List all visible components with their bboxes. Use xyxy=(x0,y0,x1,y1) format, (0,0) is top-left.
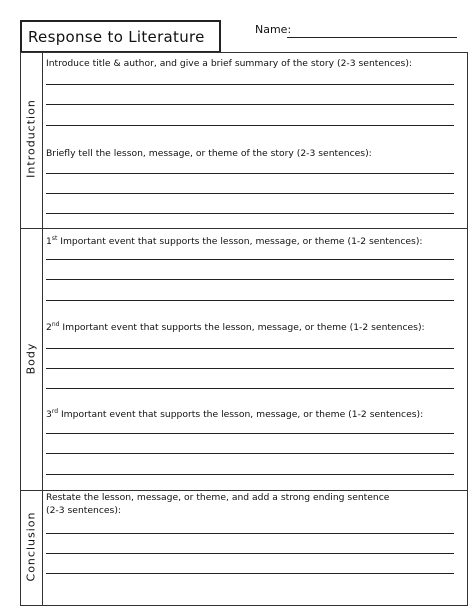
writing-line[interactable] xyxy=(46,433,454,434)
conclusion-prompt-line-2: (2-3 sentences): xyxy=(46,505,122,516)
name-label: Name: xyxy=(255,23,292,36)
event-prompt-text: Important event that supports the lesson, message, or theme (1-2 sentences): xyxy=(59,322,425,333)
writing-line[interactable] xyxy=(46,213,454,214)
title-box xyxy=(20,20,221,53)
section-label-introduction: Introduction xyxy=(24,99,38,178)
writing-line[interactable] xyxy=(46,474,454,475)
intro-prompt-summary: Introduce title & author, and give a brief summary of the story (2-3 sentences): xyxy=(46,58,413,69)
conclusion-prompt-line-1: Restate the lesson, message, or theme, and add a strong ending sentence xyxy=(46,492,390,503)
section-divider-body-conclusion xyxy=(20,490,468,491)
writing-line[interactable] xyxy=(46,553,454,554)
writing-line[interactable] xyxy=(46,368,454,369)
body-prompt-event-2 xyxy=(46,321,425,333)
writing-line[interactable] xyxy=(46,348,454,349)
writing-line[interactable] xyxy=(46,300,454,301)
writing-line[interactable] xyxy=(46,173,454,174)
section-label-body: Body xyxy=(24,342,38,375)
writing-line[interactable] xyxy=(46,125,454,126)
intro-prompt-theme: Briefly tell the lesson, message, or theme of the story (2-3 sentences): xyxy=(46,148,372,159)
ordinal-suffix: rd xyxy=(51,408,59,415)
writing-line[interactable] xyxy=(46,453,454,454)
writing-line[interactable] xyxy=(46,533,454,534)
section-divider-intro-body xyxy=(20,228,468,229)
writing-line[interactable] xyxy=(46,279,454,280)
ordinal-suffix: st xyxy=(51,235,58,242)
event-number: 2 xyxy=(46,322,52,333)
event-number: 1 xyxy=(46,236,52,247)
writing-line[interactable] xyxy=(46,84,454,85)
page-title: Response to Literature xyxy=(28,28,205,46)
writing-line[interactable] xyxy=(46,388,454,389)
body-prompt-event-1 xyxy=(46,235,423,247)
label-column-divider xyxy=(42,52,43,606)
section-label-conclusion: Conclusion xyxy=(24,511,38,582)
writing-line[interactable] xyxy=(46,259,454,260)
writing-line[interactable] xyxy=(46,104,454,105)
ordinal-suffix: nd xyxy=(51,321,60,328)
event-prompt-text: Important event that supports the lesson, message, or theme (1-2 sentences): xyxy=(58,409,424,420)
name-line xyxy=(287,37,457,38)
event-prompt-text: Important event that supports the lesson, message, or theme (1-2 sentences): xyxy=(57,236,423,247)
writing-line[interactable] xyxy=(46,573,454,574)
event-number: 3 xyxy=(46,409,52,420)
body-prompt-event-3 xyxy=(46,408,423,420)
writing-line[interactable] xyxy=(46,193,454,194)
